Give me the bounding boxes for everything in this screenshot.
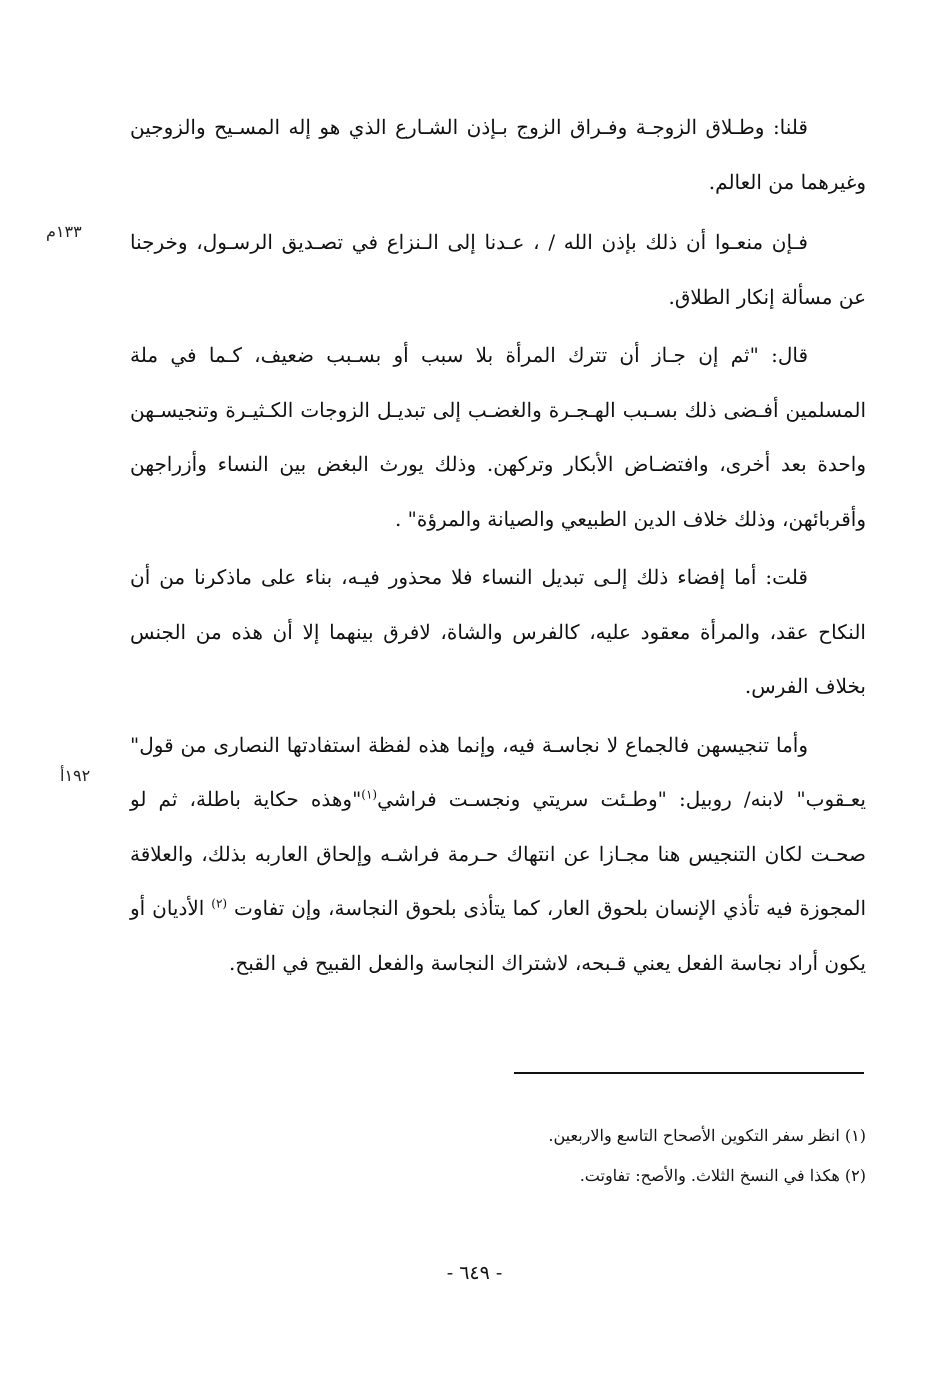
margin-note-folio-133: ١٣٣م [46, 222, 82, 241]
footnote-ref-2: (٢) [211, 896, 228, 911]
footnote-divider [514, 1072, 864, 1074]
paragraph-1: قلنا: وطـلاق الزوجـة وفـراق الزوج بـإذن الشـارع الذي هو إله المسـيح والزوجين وغيرهما من العالم. [130, 115, 866, 194]
paragraph-2: فـإن منعـوا أن ذلك بإذن الله / ، عـدنا إلى الـنزاع في تصـديق الرسـول، وخرجنا عن مسألة إنكار الطلاق. [130, 230, 866, 309]
paragraph-5-part-1: وأما تنجيسهن فالجماع لا نجاسـة فيه، وإنما هذه لفظة استفادتها النصارى من قول" يعـقوب" لابنه/ روبيل: "وطـئت سريتي ونجسـت فراشي [130, 732, 866, 811]
page-number: - ٦٤٩ - [446, 1262, 503, 1284]
footnote-ref-1: (١) [361, 787, 378, 802]
footnote-1: (١) انظر سفر التكوين الأصحاح التاسع والاربعين. [548, 1126, 866, 1145]
footnote-2: (٢) هكذا في النسخ الثلاث. والأصح: تفاوتت. [579, 1166, 866, 1185]
paragraph-3: قال: "ثم إن جـاز أن تترك المرأة بلا سبب أو بسـبب ضعيف، كـما في ملة المسلمين أفـضى ذلك بسـبب الهـجـرة والغضـب إلى تبديـل الزوجات الكـثيـرة وتنجيسـهن واحدة بعد أخرى، وافتضـاض الأبكار وتركهن. وذلك يورث البغض بين النساء وأزراجهن وأقربائهن، وذلك خلاف الدين الطبيعي والصيانة والمرؤة" . [130, 343, 866, 531]
margin-note-folio-192: ١٩٢أ [60, 766, 91, 785]
paragraph-5-part-2: "وهذه حكاية باطلة، ثم لو صحـت لكان التنجيس هنا مجـازا عن انتهاك حـرمة فراشـه وإلحاق العاربه بذلك، والعلاقة المجوزة فيه تأذي الإنسان بلحوق العار، كما يتأذى بلحوق النجاسة، وإن تفاوت [130, 787, 867, 920]
paragraph-5 [130, 718, 866, 991]
paragraph-4: قلت: أما إفضاء ذلك إلـى تبديل النساء فلا محذور فيـه، بناء على ماذكرنا من أن النكاح عقد، والمرأة معقود عليه، كالفرس والشاة، لافرق بينهما إلا أن هذه من الجنس بخلاف الفرس. [130, 565, 866, 698]
paragraph-5-part-3: الأديان أو يكون أراد نجاسة الفعل يعني قـبحه، لاشتراك النجاسة والفعل القبيح في القبح. [130, 896, 866, 975]
footnotes-block [300, 1116, 866, 1196]
main-text-block [130, 100, 866, 990]
